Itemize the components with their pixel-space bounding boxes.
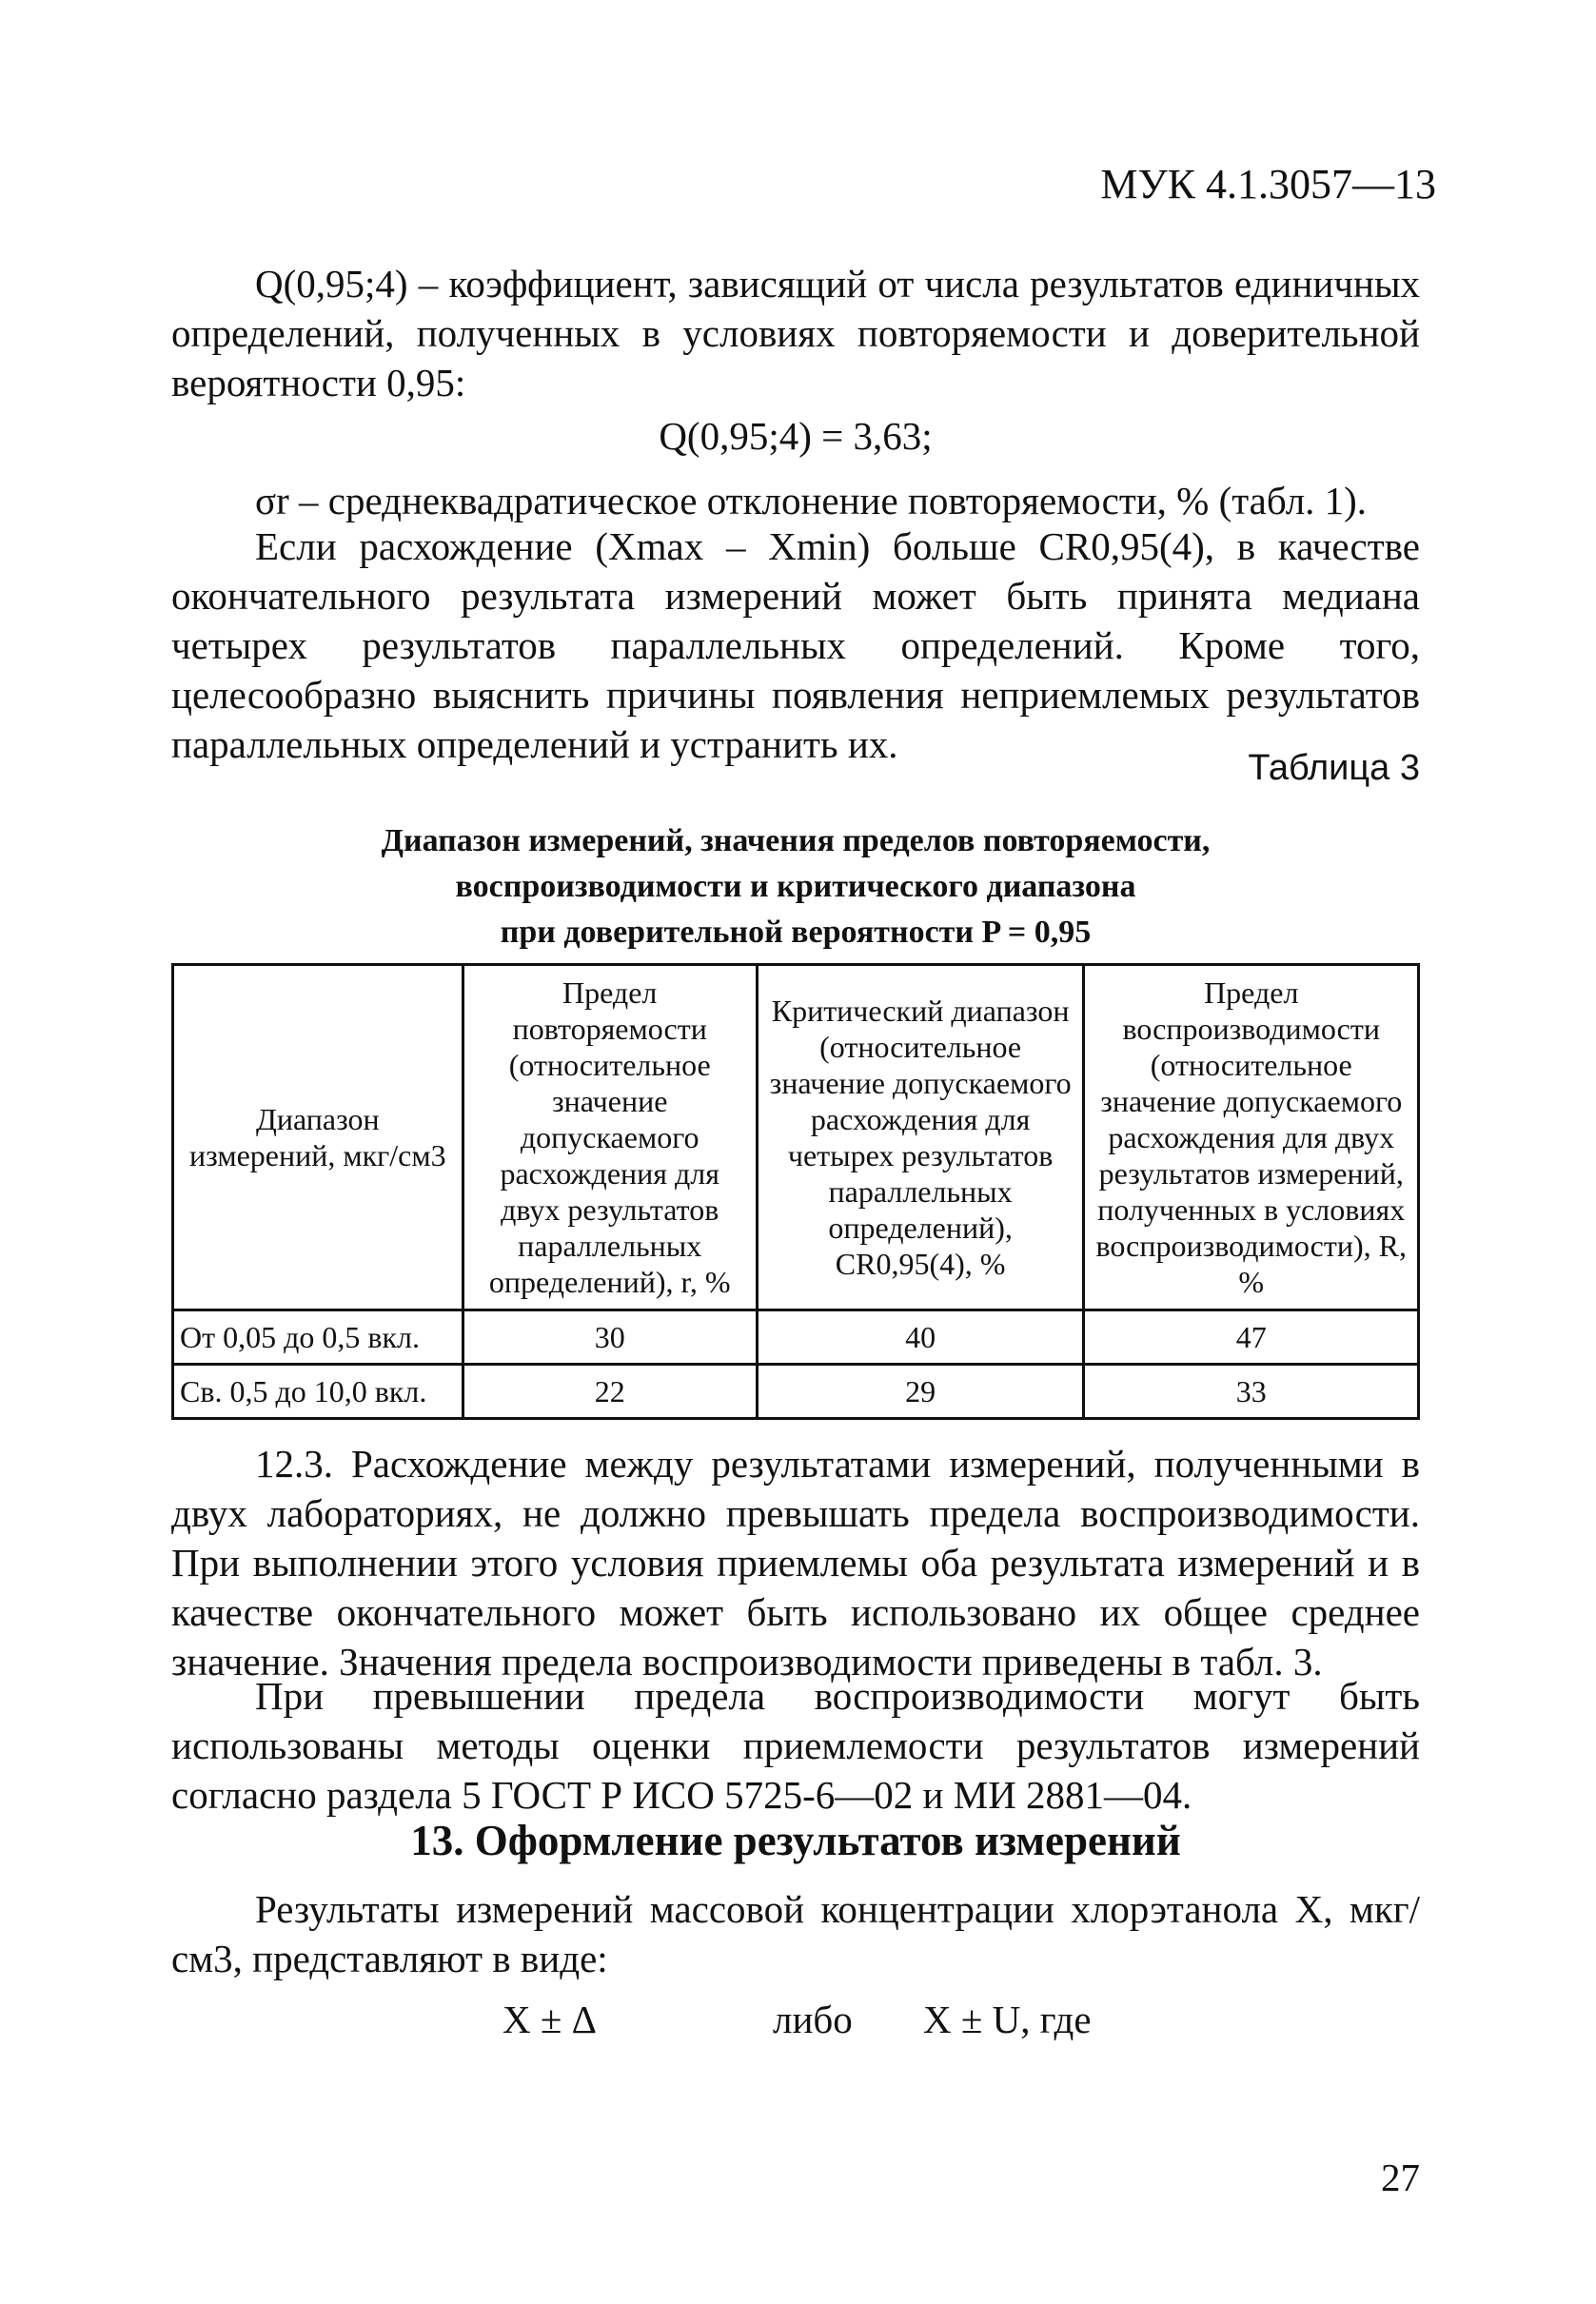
table-title-line-2: воспроизводимости и критического диапазона xyxy=(455,869,1136,904)
cell-cr: 29 xyxy=(757,1365,1084,1419)
table-row xyxy=(173,1365,1419,1419)
q-coefficient-definition: Q(0,95;4) – коэффициент, зависящий от числа результатов единичных определений, полученных в условиях повторяемости и доверительной вероятности 0,95: xyxy=(171,262,1420,404)
table-title-line-3: при доверительной вероятности P = 0,95 xyxy=(500,915,1092,950)
section-13-heading: 13. Оформление результатов измерений xyxy=(410,1817,1181,1864)
header-reproducibility: Предел воспроизводимости (относительное значение допускаемого расхождения для двух результатов измерений, полученных в условиях воспроизводимости), R, % xyxy=(1084,965,1419,1310)
sigma-definition: σr – среднеквадратическое отклонение повторяемости, % (табл. 1). xyxy=(255,479,1368,522)
table-row xyxy=(173,1310,1419,1365)
table-title xyxy=(171,818,1420,955)
page-number: 27 xyxy=(1381,2156,1420,2199)
cell-cr: 40 xyxy=(757,1310,1084,1365)
limits-table xyxy=(171,963,1420,1420)
section-12-3-paragraph: 12.3. Расхождение между результатами измерений, полученными в двух лабораториях, не должно превышать предела воспроизводимости. При выполнении этого условия приемлемы оба результата измерений и в качестве окончательного может быть использовано их общее среднее значение. Значения предела воспроизводимости приведены в табл. 3. xyxy=(171,1442,1420,1684)
cell-R: 33 xyxy=(1084,1365,1419,1419)
cell-range: Св. 0,5 до 10,0 вкл. xyxy=(173,1365,463,1419)
header-range: Диапазон измерений, мкг/см3 xyxy=(173,965,463,1310)
cell-range: От 0,05 до 0,5 вкл. xyxy=(173,1310,463,1365)
table-header-row xyxy=(173,965,1419,1310)
header-critical-range: Критический диапазон (относительное значение допускаемого расхождения для четырех результатов параллельных определений), CR0,95(4), % xyxy=(757,965,1084,1310)
formula-uncertainty: X ± U, где xyxy=(923,1998,1092,2041)
formula-delta: X ± Δ xyxy=(502,1998,597,2041)
cell-r: 30 xyxy=(463,1310,757,1365)
header-repeatability: Предел повторяемости (относительное значение допускаемого расхождения для двух результатов параллельных определений), r, % xyxy=(463,965,757,1310)
discrepancy-paragraph: Если расхождение (Xmax – Xmin) больше CR0,95(4), в качестве окончательного результата измерений может быть принята медиана четырех результатов параллельных определений. Кроме того, целесообразно выяснить причины появления неприемлемых результатов параллельных определений и устранить их. xyxy=(171,524,1420,766)
section-13-paragraph: Результаты измерений массовой концентрации хлорэтанола X, мкг/см3, представляют в виде: xyxy=(171,1887,1420,1980)
formula-or: либо xyxy=(773,1998,853,2041)
table-title-line-1: Диапазон измерений, значения пределов повторяемости, xyxy=(381,823,1211,858)
cell-R: 47 xyxy=(1084,1310,1419,1365)
q-formula: Q(0,95;4) = 3,63; xyxy=(659,414,933,458)
section-12-3-second-paragraph: При превышении предела воспроизводимости могут быть использованы методы оценки приемлемости результатов измерений согласно раздела 5 ГОСТ Р ИСО 5725-6—02 и МИ 2881—04. xyxy=(171,1674,1420,1817)
document-code: МУК 4.1.3057—13 xyxy=(1100,161,1436,207)
table-label: Таблица 3 xyxy=(1248,748,1420,788)
cell-r: 22 xyxy=(463,1365,757,1419)
